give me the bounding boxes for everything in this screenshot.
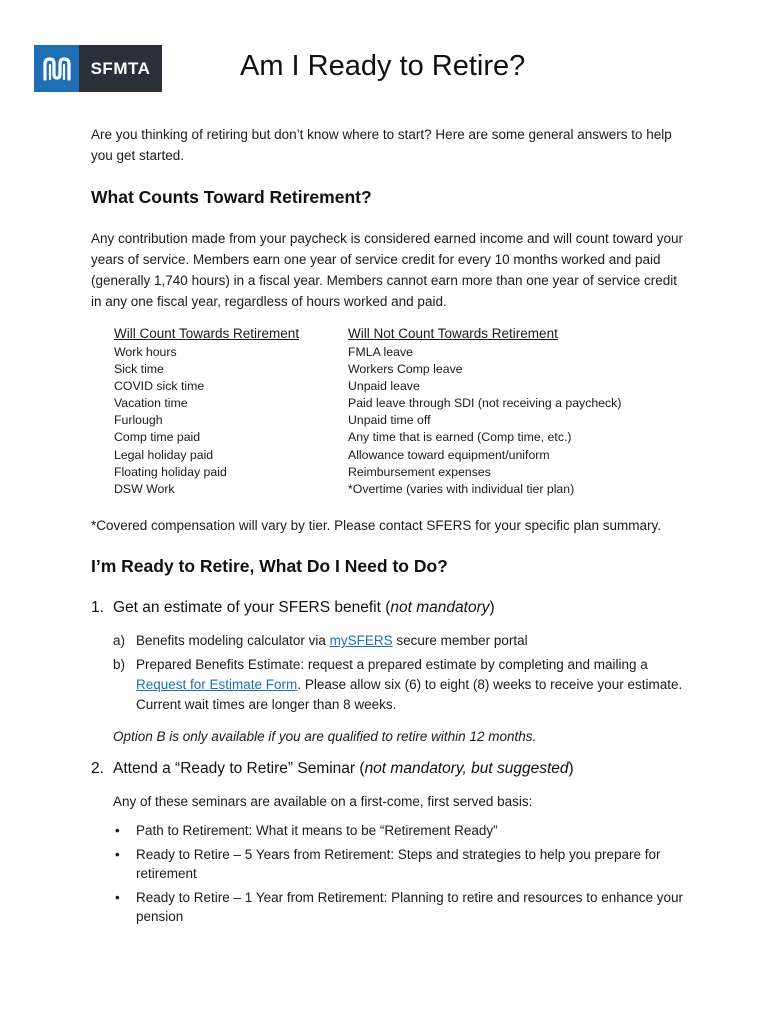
list-item: Sick time bbox=[114, 362, 164, 377]
request-for-estimate-link[interactable]: Request for Estimate Form bbox=[136, 677, 298, 692]
sub-label: b) bbox=[113, 657, 126, 672]
step-1-sub-b bbox=[113, 655, 683, 715]
will-count-column bbox=[114, 324, 334, 498]
list-item: Reimbursement expenses bbox=[348, 464, 491, 479]
sfmta-logo bbox=[34, 45, 162, 92]
will-count-list bbox=[114, 344, 334, 498]
will-not-count-heading: Will Not Count Towards Retirement bbox=[348, 326, 558, 341]
list-item: Unpaid leave bbox=[348, 379, 420, 394]
step-close: ) bbox=[489, 599, 495, 616]
list-item: Unpaid time off bbox=[348, 413, 431, 428]
sfmta-worm-logo-icon bbox=[34, 45, 79, 92]
seminar-intro: Any of these seminars are available on a first-come, first served basis: bbox=[113, 794, 533, 809]
list-item: Allowance toward equipment/uniform bbox=[348, 447, 550, 462]
logo-text: SFMTA bbox=[79, 45, 162, 92]
sub-text: Prepared Benefits Estimate: request a prepared estimate by completing and mailing a bbox=[136, 657, 648, 672]
list-item: FMLA leave bbox=[348, 345, 413, 359]
list-item: Paid leave through SDI (not receiving a paycheck) bbox=[348, 396, 622, 411]
page-title: Am I Ready to Retire? bbox=[240, 50, 526, 82]
counts-paragraph: Any contribution made from your paycheck is considered earned income and will count toward your years of service. Members earn one year of service credit for every 10 months worked and paid (generally 1,740 hours) in a fiscal year. Members cannot earn more than one year of service credit in any one fiscal year, regardless of hours worked and paid. bbox=[91, 231, 684, 309]
step-number: 2. bbox=[91, 760, 104, 777]
step-text: Attend a “Ready to Retire” Seminar ( bbox=[113, 760, 365, 777]
list-item: Floating holiday paid bbox=[114, 464, 227, 479]
step-2 bbox=[91, 758, 574, 780]
list-item: Comp time paid bbox=[114, 430, 201, 445]
list-item: *Overtime (varies with individual tier plan) bbox=[348, 481, 575, 496]
list-item: • Ready to Retire – 5 Years from Retirement: Steps and strategies to help you prepare for retirement bbox=[113, 845, 688, 884]
sub-text-after: secure member portal bbox=[392, 633, 528, 648]
section-heading-ready: I’m Ready to Retire, What Do I Need to Do? bbox=[91, 556, 448, 576]
list-item: Legal holiday paid bbox=[114, 447, 214, 462]
list-item: Work hours bbox=[114, 345, 177, 359]
option-b-note: Option B is only available if you are qualified to retire within 12 months. bbox=[113, 729, 537, 744]
list-item: COVID sick time bbox=[114, 379, 205, 394]
step-close: ) bbox=[568, 760, 574, 777]
list-item: DSW Work bbox=[114, 481, 175, 496]
sub-label: a) bbox=[113, 633, 126, 648]
intro-paragraph: Are you thinking of retiring but don’t know where to start? Here are some general answers to help you get started. bbox=[91, 127, 672, 163]
list-item: Workers Comp leave bbox=[348, 362, 463, 377]
step-1-sub-a bbox=[113, 631, 683, 651]
will-count-heading: Will Count Towards Retirement bbox=[114, 326, 300, 341]
sub-text-after: . Please allow six (6) to eight (8) weeks to receive your estimate. Current wait times are longer than 8 weeks. bbox=[136, 677, 683, 712]
sub-text: Benefits modeling calculator via bbox=[136, 633, 330, 648]
step-number: 1. bbox=[91, 599, 104, 616]
section-heading-counts: What Counts Toward Retirement? bbox=[91, 187, 372, 207]
list-item: Any time that is earned (Comp time, etc.) bbox=[348, 430, 572, 445]
step-emphasis: not mandatory, but suggested bbox=[364, 760, 569, 777]
list-item: Vacation time bbox=[114, 396, 188, 411]
list-item: Furlough bbox=[114, 413, 163, 428]
step-text: Get an estimate of your SFERS benefit ( bbox=[113, 599, 391, 616]
list-item: • Path to Retirement: What it means to be “Retirement Ready” bbox=[113, 821, 688, 841]
step-1 bbox=[91, 597, 495, 619]
will-not-count-list bbox=[348, 344, 648, 498]
covered-compensation-note: *Covered compensation will vary by tier. Please contact SFERS for your specific plan summary. bbox=[91, 518, 661, 533]
step-emphasis: not mandatory bbox=[390, 599, 490, 616]
mysfers-link[interactable]: mySFERS bbox=[329, 633, 393, 648]
seminar-list bbox=[113, 821, 688, 931]
will-not-count-column bbox=[348, 324, 648, 498]
list-item: • Ready to Retire – 1 Year from Retirement: Planning to retire and resources to enhance your pension bbox=[113, 888, 688, 927]
